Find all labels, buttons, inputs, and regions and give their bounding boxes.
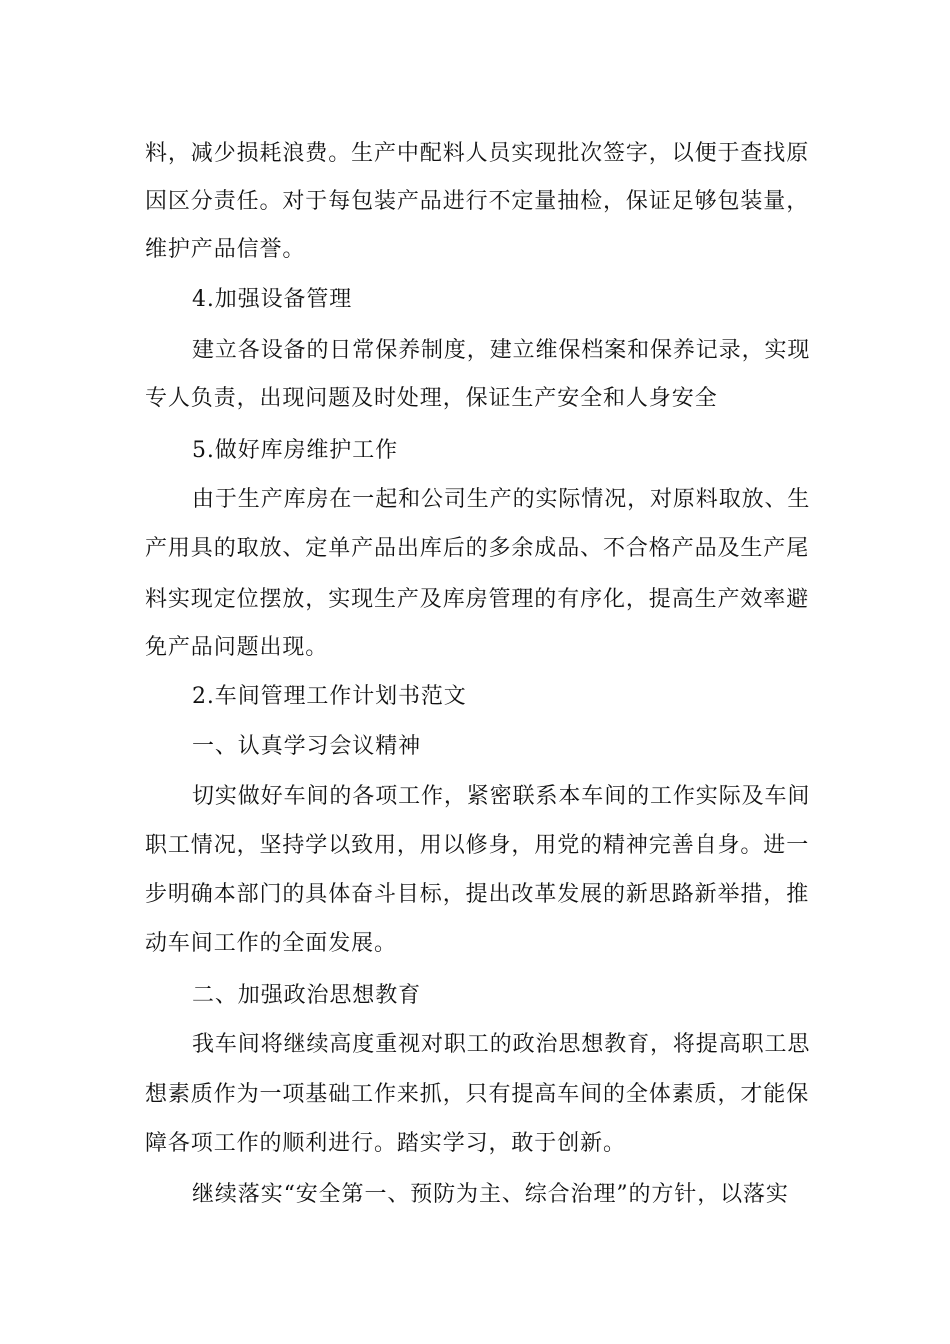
section-heading: 5.做好库房维护工作 xyxy=(192,438,398,463)
body-text-line: 免产品问题出现。 xyxy=(145,635,329,660)
section-heading: 4.加强设备管理 xyxy=(192,287,353,312)
body-text-line: 料，减少损耗浪费。生产中配料人员实现批次签字，以便于查找原 xyxy=(145,141,810,166)
body-text-line: 产用具的取放、定单产品出库后的多余成品、不合格产品及生产尾 xyxy=(145,536,810,561)
body-text-line: 切实做好车间的各项工作，紧密联系本车间的工作实际及车间 xyxy=(192,784,811,809)
body-text-line: 维护产品信誉。 xyxy=(145,237,306,262)
body-text-line: 想素质作为一项基础工作来抓，只有提高车间的全体素质，才能保 xyxy=(145,1082,810,1107)
body-text-line: 建立各设备的日常保养制度，建立维保档案和保养记录，实现 xyxy=(192,338,811,363)
body-text-line: 障各项工作的顺利进行。踏实学习，敢于创新。 xyxy=(145,1131,626,1156)
body-text-line: 职工情况，坚持学以致用，用以修身，用党的精神完善自身。进一 xyxy=(145,833,810,858)
body-text-line: 步明确本部门的具体奋斗目标，提出改革发展的新思路新举措，推 xyxy=(145,882,810,907)
body-text-line: 料实现定位摆放，实现生产及库房管理的有序化，提高生产效率避 xyxy=(145,587,810,612)
section-heading: 二、加强政治思想教育 xyxy=(192,983,422,1008)
body-text-line: 我车间将继续高度重视对职工的政治思想教育，将提高职工思 xyxy=(192,1032,811,1057)
section-heading: 2.车间管理工作计划书范文 xyxy=(192,684,467,709)
body-text-line: 专人负责，出现问题及时处理，保证生产安全和人身安全 xyxy=(145,386,718,411)
body-text-line: 由于生产库房在一起和公司生产的实际情况，对原料取放、生 xyxy=(192,487,811,512)
body-text-line: 动车间工作的全面发展。 xyxy=(145,931,397,956)
section-heading: 一、认真学习会议精神 xyxy=(192,734,422,759)
body-text-line: 继续落实“安全第一、预防为主、综合治理”的方针，以落实 xyxy=(192,1182,789,1207)
body-text-line: 因区分责任。对于每包装产品进行不定量抽检，保证足够包装量， xyxy=(145,189,810,214)
